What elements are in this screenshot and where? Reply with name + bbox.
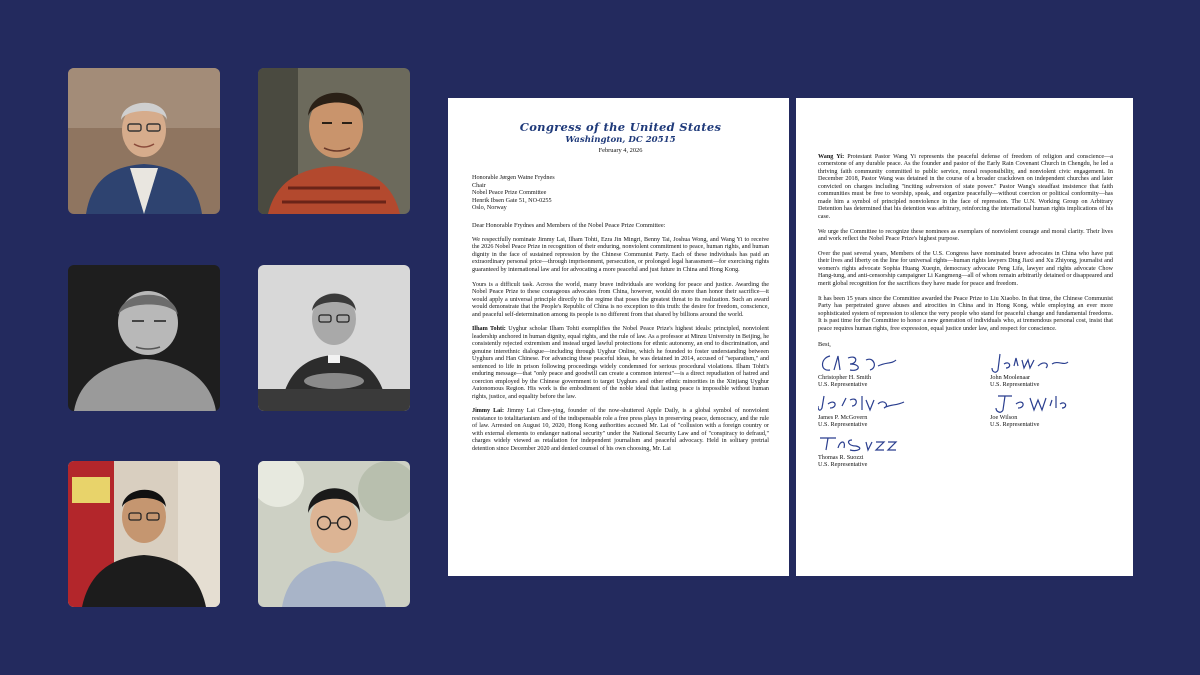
letter-date: February 4, 2026 [598,147,643,154]
signature-suozzi [818,432,968,468]
signatory-name: John Moolenaar [990,373,1031,381]
paragraph-liu-xiaobo: It has been 15 years since the Committee awarded the Peace Prize to Liu Xiaobo. In that time, the Chinese Communist Party has perpetrated grave abuses and atrocities in China and in Hong Kong, while employing an ever more sophisticated system of repression to silence the very people who stand for peaceful change and fundamental freedoms. It is past time for the Committee to honor a new generation of individuals who, at tremendous personal cost, insist that peace requires human rights, free expression, equal justice under law, and respect for conscience. [818,295,1113,332]
paragraph-past-nominations: Over the past several years, Members of the U.S. Congress have nominated brave advocates in China who have put their lives and liberty on the line for universal rights—human rights lawyers Ding Jiaxi and Xu Zhiyong, journalist and women's rights advocate Sophia Huang Xueqin, democracy advocate Peng Lifa, lawyer and rights advocate Chow Hang-tung, and anti-censorship campaigner Li Kangmeng—all of whom remain arbitrarily detained or disappeared and merit global recognition for the sacrifices they have made for peace and freedom. [818,250,1113,287]
portrait-photo-5 [68,461,220,607]
paragraph-nomination: We respectfully nominate Jimmy Lai, Ilham Tohti, Ezra Jin Mingri, Benny Tai, Joshua Wong, and Wang Yi to receive the 2026 Nobel Peace Prize in recognition of their enduring, nonviolent commitment to peace, human rights, and human dignity in the face of sustained repression by the Chinese Communist Party. Each of these individuals has paid an extraordinary personal price—through imprisonment, persecution, or prolonged legal harassment—for exercising rights guaranteed by international law and for advocating a more peaceful and just future in China and Hong Kong. [472,236,769,273]
signatory-name: James P. McGovern [818,413,868,421]
signature-mcgovern [818,392,968,428]
paragraph-jimmy-lai [472,408,769,453]
signature-moolenaar [990,352,1133,388]
signatory-name: Thomas R. Suozzi [818,453,864,461]
recipient-address [472,174,769,212]
portrait-photo-6 [258,461,410,607]
paragraph-wang-yi [818,154,1113,221]
signature-smith [818,352,968,388]
signatory-role: U.S. Representative [990,420,1040,428]
salutation: Dear Honorable Frydnes and Members of the Nobel Peace Prize Committee: [472,221,666,229]
portrait-photo-3 [68,265,220,411]
handwritten-signature-icon [818,432,898,454]
handwritten-signature-icon [818,392,908,414]
paragraph-urge: We urge the Committee to recognize these nominees as exemplars of nonviolent courage and moral clarity. Their lives and work reflect the Nobel Peace Prize's highest purpose. [818,228,1113,243]
portrait-photo-2 [258,68,410,214]
address-line: Nobel Peace Prize Committee [472,189,547,197]
paragraph-difficult-task: Yours is a difficult task. Across the world, many brave individuals are working for peace and justice. Awarding the Nobel Peace Prize to these courageous advocates from China, however, would do more than honor their sacrifice—it would apply a universal principle directly to the regime that poses the greatest threat to its realization. Such an award would demonstrate that the People's Republic of China is no exception to this truth: the desire for freedom, conscience, and peaceful self-determination among its people is no different from that shared by billions around the world. [472,281,769,318]
handwritten-signature-icon [990,352,1070,374]
signatory-role: U.S. Representative [818,460,868,468]
letter-page-2 [796,98,1133,576]
paragraph-body: Protestant Pastor Wang Yi represents the peaceful defense of freedom of religion and conscience—a cornerstone of any durable peace. As the founder and pastor of the Early Rain Covenant Church in Chengdu, he led a thriving faith community committed to public service, moral responsibility, and nonviolent civic engagement. In December 2018, Pastor Wang was detained in the course of a broader crackdown on independent churches and later convicted on charges including "inciting subversion of state power." Pastor Wang's steadfast insistence that faith communities must be free to worship, speak, and organize peacefully—without coercion or political conformity—has made him a symbol of principled nonviolence in the face of repression. The U.N. Working Group on Arbitrary Detention has determined that his detention was arbitrary, reinforcing the international human rights implications of his case. [818,154,1113,220]
handwritten-signature-icon [990,392,1070,414]
signatory-role: U.S. Representative [990,380,1040,388]
address-line: Chair [472,181,486,189]
nominee-heading: Jimmy Lai: [472,408,504,415]
address-line: Oslo, Norway [472,204,507,212]
closing: Best, [818,340,831,348]
letter-page-1 [448,98,789,576]
signatory-name: Christopher H. Smith [818,373,872,381]
signatory-name: Joe Wilson [990,413,1018,421]
letterhead-subtitle: Washington, DC 20515 [565,135,676,145]
paragraph-body: Uyghur scholar Ilham Tohti exemplifies the Nobel Peace Prize's highest ideals: principled, nonviolent leadership anchored in human dignity, equal rights, and the rule of law. As a professor at Minzu University in Beijing, he consistently rejected extremism and instead urged lawful protections for ethnic autonomy, an end to discrimination, and genuine interethnic dialogue—including through Uyghur Online, which he founded to foster understanding between Uyghurs and Han Chinese. For advancing these peaceful ideas, he was detained in 2014, accused of "separatism," and sentenced to life in prison following proceedings widely condemned for serious procedural violations. Ilham Tohti's enduring message—that "only peace and goodwill can create a common interest"—is a direct repudiation of hatred and coercion employed by the Chinese government to target Uyghurs and other ethnic minorities in the Xinjiang Uyghur Autonomous Region. His work is the embodiment of the noble ideal that lasting peace is impossible without human rights, justice, and equality before the law. [472,326,769,400]
signatory-role: U.S. Representative [818,420,868,428]
address-line: Honorable Jørgen Watne Frydnes [472,174,555,181]
paragraph-body: Jimmy Lai Chee-ying, founder of the now-shuttered Apple Daily, is a global symbol of nonviolent resistance to totalitarianism and of the indispensable role a free press plays in preserving peace, democracy, and the rule of law. Arrested on August 10, 2020, Hong Kong authorities accused Mr. Lai of "collusion with a foreign country or with external elements to endanger national security" under the National Security Law and of "conspiracy to defraud," charges widely viewed as retaliation for independent journalism and peaceful advocacy. Held in solitary pretrial detention since December 2020 and denied counsel of his own choosing, Mr. Lai [472,408,769,452]
signature-block [818,352,1113,472]
handwritten-signature-icon [818,352,898,374]
signatory-role: U.S. Representative [818,380,868,388]
paragraph-ilham-tohti [472,326,769,401]
portrait-photo-1 [68,68,220,214]
signature-wilson [990,392,1133,428]
letterhead-title: Congress of the United States [519,120,722,134]
portrait-photo-4 [258,265,410,411]
address-line: Henrik Ibsen Gate 51, NO-0255 [472,196,552,204]
nominee-heading: Wang Yi: [818,154,845,160]
nominee-heading: Ilham Tohti: [472,326,506,333]
